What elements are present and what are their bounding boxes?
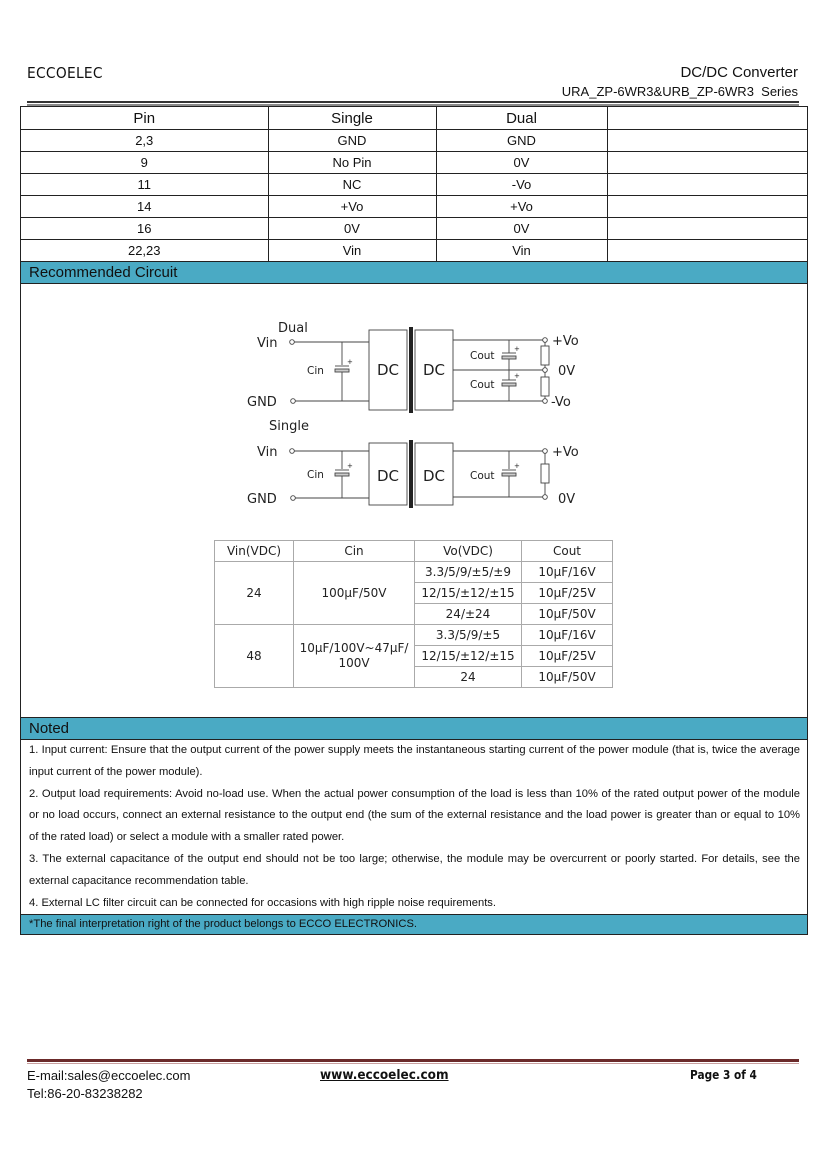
cout-cell: 10μF/25V (522, 646, 613, 667)
empty-cell (607, 218, 807, 240)
note-item: 1. Input current: Ensure that the output current of the power supply meets the instantaneous starting current of the power module (that is, twice the average input current of the power module). (29, 744, 800, 778)
single-cell: 0V (268, 218, 436, 240)
note-item: 2. Output load requirements: Avoid no-load use. When the actual power consumption of the load is less than 10% of the rated output power of the module or no load occurs, connect an external resistance to the output end (the sum of the external resistance and the load power is greater than or equal to 10% of the rated load) or select a module with a smaller rated power. (29, 787, 800, 844)
single-dc-right-label: DC (422, 467, 446, 485)
dual-dc-right-label: DC (422, 361, 446, 379)
footer-rule (27, 1059, 799, 1062)
dual-cin-capacitor-icon (335, 366, 349, 372)
dual-load-resistor-bottom-icon (541, 377, 549, 396)
cout-cell: 10μF/25V (522, 583, 613, 604)
svg-text:+: + (514, 345, 520, 353)
header-cell-single: Single (268, 107, 436, 130)
capacitor-table (214, 540, 613, 688)
svg-text:+: + (514, 372, 520, 380)
pin-table (21, 106, 807, 262)
dual-pos-terminal-icon (543, 338, 548, 343)
header-cell-vin: Vin(VDC) (215, 541, 294, 562)
pin-cell: 2,3 (21, 130, 268, 152)
single-transformer-core-icon (409, 440, 413, 508)
single-cell: +Vo (268, 196, 436, 218)
dual-cell: Vin (436, 240, 607, 262)
pin-cell: 11 (21, 174, 268, 196)
section-header-recommended-circuit: Recommended Circuit (21, 262, 807, 284)
dual-zero-out-label: 0V (558, 364, 576, 379)
single-cin-capacitor-icon (335, 470, 349, 476)
dual-gnd-terminal-icon (291, 399, 296, 404)
brand-name: ECCOELEC (27, 64, 103, 82)
single-cell: GND (268, 130, 436, 152)
vo-cell: 3.3/5/9/±5 (415, 625, 522, 646)
header-cell-empty (607, 107, 807, 130)
single-cout-capacitor-icon (502, 470, 516, 476)
dual-neg-out-label: -Vo (551, 395, 571, 410)
dual-label: Dual (278, 320, 308, 336)
header-cell-vo: Vo(VDC) (415, 541, 522, 562)
final-interpretation-note: *The final interpretation right of the product belongs to ECCO ELECTRONICS. (21, 914, 807, 934)
single-cell: NC (268, 174, 436, 196)
footer-tel: Tel:86-20-83238282 (27, 1086, 143, 1101)
pin-cell: 14 (21, 196, 268, 218)
pin-cell: 9 (21, 152, 268, 174)
table-row (21, 240, 807, 262)
single-cout-label: Cout (470, 470, 495, 482)
single-zero-out-label: 0V (558, 492, 576, 507)
table-row (21, 152, 807, 174)
svg-text:+: + (347, 358, 353, 366)
single-vin-terminal-icon (290, 449, 295, 454)
empty-cell (607, 240, 807, 262)
single-zero-terminal-icon (543, 495, 548, 500)
single-cell: No Pin (268, 152, 436, 174)
single-gnd-terminal-icon (291, 496, 296, 501)
table-row (21, 196, 807, 218)
single-cell: Vin (268, 240, 436, 262)
table-row (215, 562, 613, 583)
dual-cout-top-label: Cout (470, 350, 495, 362)
table-row (21, 218, 807, 240)
cout-cell: 10μF/16V (522, 562, 613, 583)
vo-cell: 12/15/±12/±15 (415, 646, 522, 667)
dual-zero-terminal-icon (543, 368, 548, 373)
recommended-circuit-area (21, 284, 807, 717)
dual-gnd-label: GND (247, 395, 277, 410)
dual-load-resistor-top-icon (541, 346, 549, 365)
capacitor-table-wrapper (214, 540, 613, 688)
dual-vin-terminal-icon (290, 340, 295, 345)
header-cell-dual: Dual (436, 107, 607, 130)
dual-dc-left-label: DC (376, 361, 400, 379)
capacitor-table-header (215, 541, 613, 562)
table-row (21, 130, 807, 152)
single-label: Single (269, 419, 309, 434)
svg-text:+: + (514, 462, 520, 470)
dual-cell: 0V (436, 218, 607, 240)
dual-cout-bottom-label: Cout (470, 379, 495, 391)
dual-neg-terminal-icon (543, 399, 548, 404)
dual-cout-bottom-capacitor-icon (502, 380, 516, 386)
vo-cell: 24 (415, 667, 522, 688)
dual-cin-label: Cin (307, 365, 324, 377)
svg-text:+: + (347, 462, 353, 470)
table-row (215, 625, 613, 646)
main-content (20, 106, 808, 935)
footer-rule-secondary (27, 1063, 799, 1064)
dual-cell: GND (436, 130, 607, 152)
empty-cell (607, 152, 807, 174)
table-row (21, 174, 807, 196)
cout-cell: 10μF/50V (522, 667, 613, 688)
single-gnd-label: GND (247, 492, 277, 507)
note-item: 3. The external capacitance of the output end should not be too large; otherwise, the module may be overcurrent or poorly started. For details, see the external capacitance recommendation table. (29, 852, 800, 887)
dual-cell: +Vo (436, 196, 607, 218)
empty-cell (607, 130, 807, 152)
page-number: Page 3 of 4 (690, 1068, 757, 1082)
empty-cell (607, 174, 807, 196)
document-title: DC/DC Converter (680, 64, 798, 81)
footer-website-link[interactable]: www.eccoelec.com (320, 1068, 449, 1083)
dual-cell: 0V (436, 152, 607, 174)
single-vin-label: Vin (257, 445, 278, 460)
single-load-resistor-icon (541, 464, 549, 483)
note-item: 4. External LC filter circuit can be connected for occasions with high ripple noise requirements. (29, 896, 497, 909)
single-pos-terminal-icon (543, 449, 548, 454)
dual-cell: -Vo (436, 174, 607, 196)
header-cell-cout: Cout (522, 541, 613, 562)
single-pos-out-label: +Vo (552, 445, 579, 460)
section-header-noted: Noted (21, 717, 807, 740)
notes-list (21, 740, 807, 914)
dual-transformer-core-icon (409, 327, 413, 413)
vo-cell: 24/±24 (415, 604, 522, 625)
vo-cell: 12/15/±12/±15 (415, 583, 522, 604)
cout-cell: 10μF/16V (522, 625, 613, 646)
cout-cell: 10μF/50V (522, 604, 613, 625)
footer-email: E-mail:sales@eccoelec.com (27, 1068, 191, 1083)
dual-cout-top-capacitor-icon (502, 353, 516, 359)
dual-pos-out-label: +Vo (552, 334, 579, 349)
pin-cell: 22,23 (21, 240, 268, 262)
dual-vin-label: Vin (257, 336, 278, 351)
header-cell-pin: Pin (21, 107, 268, 130)
product-series: URA_ZP-6WR3&URB_ZP-6WR3 Series (561, 84, 798, 99)
pin-cell: 16 (21, 218, 268, 240)
header-cell-cin: Cin (294, 541, 415, 562)
cin-cell: 100μF/50V (294, 562, 415, 625)
empty-cell (607, 196, 807, 218)
pin-table-header (21, 107, 807, 130)
vo-cell: 3.3/5/9/±5/±9 (415, 562, 522, 583)
single-cin-label: Cin (307, 469, 324, 481)
single-dc-left-label: DC (376, 467, 400, 485)
cin-cell: 10μF/100V~47μF/ 100V (294, 625, 415, 688)
vin-cell: 48 (215, 625, 294, 688)
header-rule (27, 101, 799, 103)
circuit-diagram (227, 318, 627, 523)
vin-cell: 24 (215, 562, 294, 625)
